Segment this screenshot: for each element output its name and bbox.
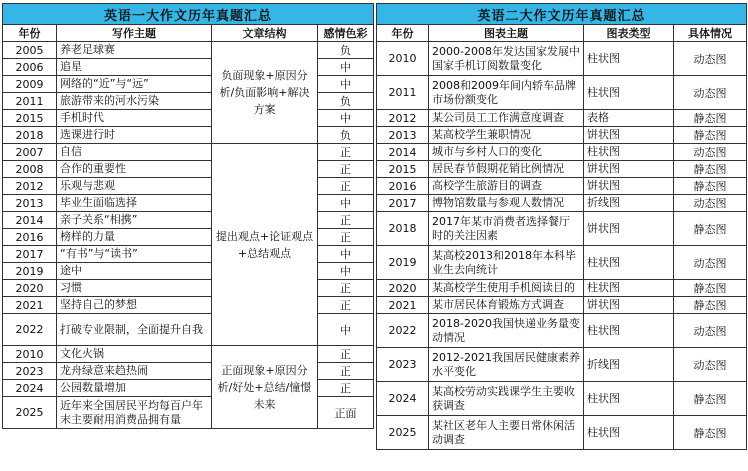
table-row: [377, 195, 747, 212]
chart-type-cell: 柱状图: [584, 280, 674, 297]
tone-cell: 中: [318, 59, 374, 76]
tone-cell: 中: [318, 76, 374, 93]
table-title: 英语二大作文历年真题汇总: [377, 4, 747, 25]
year-cell: 2007: [3, 144, 57, 161]
table-row: [377, 144, 747, 161]
year-cell: 2023: [377, 348, 429, 382]
year-cell: 2020: [377, 280, 429, 297]
chart-topic-cell: 2012-2021我国居民健康素养水平变化: [429, 348, 584, 382]
detail-cell: 静态图: [674, 110, 747, 127]
topic-cell: 榜样的力量: [57, 229, 212, 246]
tone-cell: 正: [318, 161, 374, 178]
year-cell: 2019: [3, 263, 57, 280]
year-cell: 2010: [3, 346, 57, 363]
table-row: [3, 297, 374, 314]
table-row: [3, 314, 374, 346]
tone-cell: 正: [318, 178, 374, 195]
year-cell: 2011: [3, 93, 57, 110]
topic-cell: 养老足球赛: [57, 42, 212, 59]
chart-topic-cell: 某高校2013和2018年本科毕业生去向统计: [429, 246, 584, 280]
chart-type-cell: 柱状图: [584, 144, 674, 161]
year-cell: 2013: [3, 195, 57, 212]
table-row: [3, 110, 374, 127]
detail-cell: 静态图: [674, 178, 747, 195]
year-cell: 2012: [377, 110, 429, 127]
topic-cell: 自信: [57, 144, 212, 161]
year-cell: 2023: [3, 363, 57, 380]
table-row: [377, 416, 747, 450]
table-row: [3, 263, 374, 280]
detail-cell: 静态图: [674, 280, 747, 297]
table-row: [377, 161, 747, 178]
topic-cell: 追星: [57, 59, 212, 76]
topic-cell: 龙舟绿意来趋热闹: [57, 363, 212, 380]
year-cell: 2015: [3, 110, 57, 127]
table-row: [3, 346, 374, 363]
table-title: 英语一大作文历年真题汇总: [3, 4, 374, 25]
table-row: [377, 314, 747, 348]
detail-cell: 动态图: [674, 195, 747, 212]
tone-cell: 正: [318, 280, 374, 297]
chart-topic-cell: 2017年某市消费者选择餐厅时的关注因素: [429, 212, 584, 246]
tone-cell: 中: [318, 314, 374, 346]
year-cell: 2018: [377, 212, 429, 246]
topic-cell: 合作的重要性: [57, 161, 212, 178]
year-cell: 2017: [3, 246, 57, 263]
tone-cell: 中: [318, 110, 374, 127]
chart-type-cell: 饼状图: [584, 212, 674, 246]
year-cell: 2005: [3, 42, 57, 59]
col-header-topic: 写作主题: [57, 25, 212, 42]
year-cell: 2014: [377, 144, 429, 161]
table-row: [3, 93, 374, 110]
tone-cell: 正面: [318, 397, 374, 429]
chart-topic-cell: 某高校学生使用手机阅读目的: [429, 280, 584, 297]
table-row: [3, 144, 374, 161]
structure-cell: 负面现象+原因分析/负面影响+解决方案: [212, 42, 318, 144]
topic-cell: 公园数量增加: [57, 380, 212, 397]
chart-type-cell: 饼状图: [584, 178, 674, 195]
year-cell: 2020: [3, 280, 57, 297]
tone-cell: 中: [318, 263, 374, 280]
table-row: [3, 397, 374, 429]
year-cell: 2024: [3, 380, 57, 397]
year-cell: 2010: [377, 42, 429, 76]
detail-cell: 动态图: [674, 314, 747, 348]
year-cell: 2015: [377, 161, 429, 178]
col-header-structure: 文章结构: [212, 25, 318, 42]
chart-topic-cell: 城市与乡村人口的变化: [429, 144, 584, 161]
tone-cell: 正: [318, 229, 374, 246]
topic-cell: 网络的“近”与“远”: [57, 76, 212, 93]
table-row: [3, 195, 374, 212]
table-row: [377, 76, 747, 110]
english-one-essay-table: [2, 3, 374, 429]
topic-cell: 文化火锅: [57, 346, 212, 363]
topic-cell: 毕业生面临选择: [57, 195, 212, 212]
year-cell: 2022: [377, 314, 429, 348]
year-cell: 2008: [3, 161, 57, 178]
detail-cell: 静态图: [674, 127, 747, 144]
chart-topic-cell: 博物馆数量与参观人数情况: [429, 195, 584, 212]
year-cell: 2016: [3, 229, 57, 246]
year-cell: 2024: [377, 382, 429, 416]
year-cell: 2013: [377, 127, 429, 144]
topic-cell: 选课进行时: [57, 127, 212, 144]
table-row: [3, 280, 374, 297]
tone-cell: 正: [318, 297, 374, 314]
detail-cell: 静态图: [674, 161, 747, 178]
chart-topic-cell: 某社区老年人主要日常休闲活动调查: [429, 416, 584, 450]
detail-cell: 静态图: [674, 416, 747, 450]
chart-topic-cell: 某公司员工工作满意度调查: [429, 110, 584, 127]
topic-cell: 手机时代: [57, 110, 212, 127]
chart-type-cell: 表格: [584, 110, 674, 127]
table-row: [377, 280, 747, 297]
table-row: [3, 380, 374, 397]
chart-topic-cell: 2018-2020我国快递业务量变动情况: [429, 314, 584, 348]
table-row: [377, 348, 747, 382]
tone-cell: 负: [318, 93, 374, 110]
topic-cell: “有书”与“读书”: [57, 246, 212, 263]
table-row: [377, 42, 747, 76]
detail-cell: 静态图: [674, 212, 747, 246]
table-row: [3, 59, 374, 76]
topic-cell: 习惯: [57, 280, 212, 297]
chart-topic-cell: 某市居民体育锻炼方式调查: [429, 297, 584, 314]
table-row: [377, 382, 747, 416]
table-row: [377, 246, 747, 280]
table-row: [377, 297, 747, 314]
col-header-chart-type: 图表类型: [584, 25, 674, 42]
table-row: [377, 178, 747, 195]
chart-topic-cell: 2000-2008年发达国家发展中国家手机订阅数量变化: [429, 42, 584, 76]
year-cell: 2018: [3, 127, 57, 144]
table-row: [3, 229, 374, 246]
year-cell: 2021: [377, 297, 429, 314]
chart-topic-cell: 2008和2009年间内轿车品牌市场份额变化: [429, 76, 584, 110]
topic-cell: 亲子关系“相携”: [57, 212, 212, 229]
table-row: [3, 76, 374, 93]
detail-cell: 动态图: [674, 42, 747, 76]
topic-cell: 旅游带来的河水污染: [57, 93, 212, 110]
tone-cell: 负: [318, 42, 374, 59]
tone-cell: 正: [318, 144, 374, 161]
chart-topic-cell: 某高校学生兼职情况: [429, 127, 584, 144]
chart-type-cell: 饼状图: [584, 127, 674, 144]
chart-topic-cell: 某高校劳动实践课学生主要收获调查: [429, 382, 584, 416]
chart-topic-cell: 居民春节假期花销比例情况: [429, 161, 584, 178]
chart-type-cell: 折线图: [584, 195, 674, 212]
year-cell: 2009: [3, 76, 57, 93]
detail-cell: 动态图: [674, 76, 747, 110]
english-two-essay-table: [376, 3, 747, 450]
table-row: [377, 212, 747, 246]
chart-type-cell: 柱状图: [584, 382, 674, 416]
tone-cell: 正: [318, 363, 374, 380]
table-row: [3, 42, 374, 59]
col-header-detail: 具体情况: [674, 25, 747, 42]
tone-cell: 正: [318, 346, 374, 363]
table-row: [3, 246, 374, 263]
year-cell: 2019: [377, 246, 429, 280]
structure-cell: 提出观点+论证观点+总结观点: [212, 144, 318, 346]
year-cell: 2014: [3, 212, 57, 229]
chart-type-cell: 饼状图: [584, 161, 674, 178]
table-row: [3, 178, 374, 195]
detail-cell: 静态图: [674, 382, 747, 416]
year-cell: 2025: [3, 397, 57, 429]
detail-cell: 动态图: [674, 246, 747, 280]
chart-type-cell: 柱状图: [584, 416, 674, 450]
year-cell: 2006: [3, 59, 57, 76]
chart-type-cell: 柱状图: [584, 314, 674, 348]
detail-cell: 静态图: [674, 297, 747, 314]
chart-topic-cell: 高校学生旅游目的调查: [429, 178, 584, 195]
table-row: [3, 363, 374, 380]
chart-type-cell: 饼状图: [584, 297, 674, 314]
tone-cell: 中: [318, 195, 374, 212]
year-cell: 2025: [377, 416, 429, 450]
col-header-chart-topic: 图表主题: [429, 25, 584, 42]
detail-cell: 动态图: [674, 348, 747, 382]
topic-cell: 近年来全国居民平均每百户年末主要耐用消费品拥有量: [57, 397, 212, 429]
year-cell: 2021: [3, 297, 57, 314]
table-row: [3, 212, 374, 229]
topic-cell: 坚持自己的梦想: [57, 297, 212, 314]
detail-cell: 动态图: [674, 144, 747, 161]
topic-cell: 打破专业限制，全面提升自我: [57, 314, 212, 346]
col-header-tone: 感情色彩: [318, 25, 374, 42]
structure-cell: 正面现象+原因分析/好处+总结/憧憬未来: [212, 346, 318, 429]
col-header-year: 年份: [377, 25, 429, 42]
topic-cell: 乐观与悲观: [57, 178, 212, 195]
table-row: [3, 161, 374, 178]
chart-type-cell: 柱状图: [584, 76, 674, 110]
year-cell: 2016: [377, 178, 429, 195]
table-row: [377, 127, 747, 144]
year-cell: 2022: [3, 314, 57, 346]
tone-cell: 正: [318, 380, 374, 397]
chart-type-cell: 柱状图: [584, 42, 674, 76]
tone-cell: 正: [318, 212, 374, 229]
col-header-year: 年份: [3, 25, 57, 42]
tone-cell: 中: [318, 246, 374, 263]
year-cell: 2017: [377, 195, 429, 212]
year-cell: 2012: [3, 178, 57, 195]
topic-cell: 途中: [57, 263, 212, 280]
table-row: [377, 110, 747, 127]
chart-type-cell: 折线图: [584, 348, 674, 382]
year-cell: 2011: [377, 76, 429, 110]
table-row: [3, 127, 374, 144]
tone-cell: 负: [318, 127, 374, 144]
chart-type-cell: 柱状图: [584, 246, 674, 280]
